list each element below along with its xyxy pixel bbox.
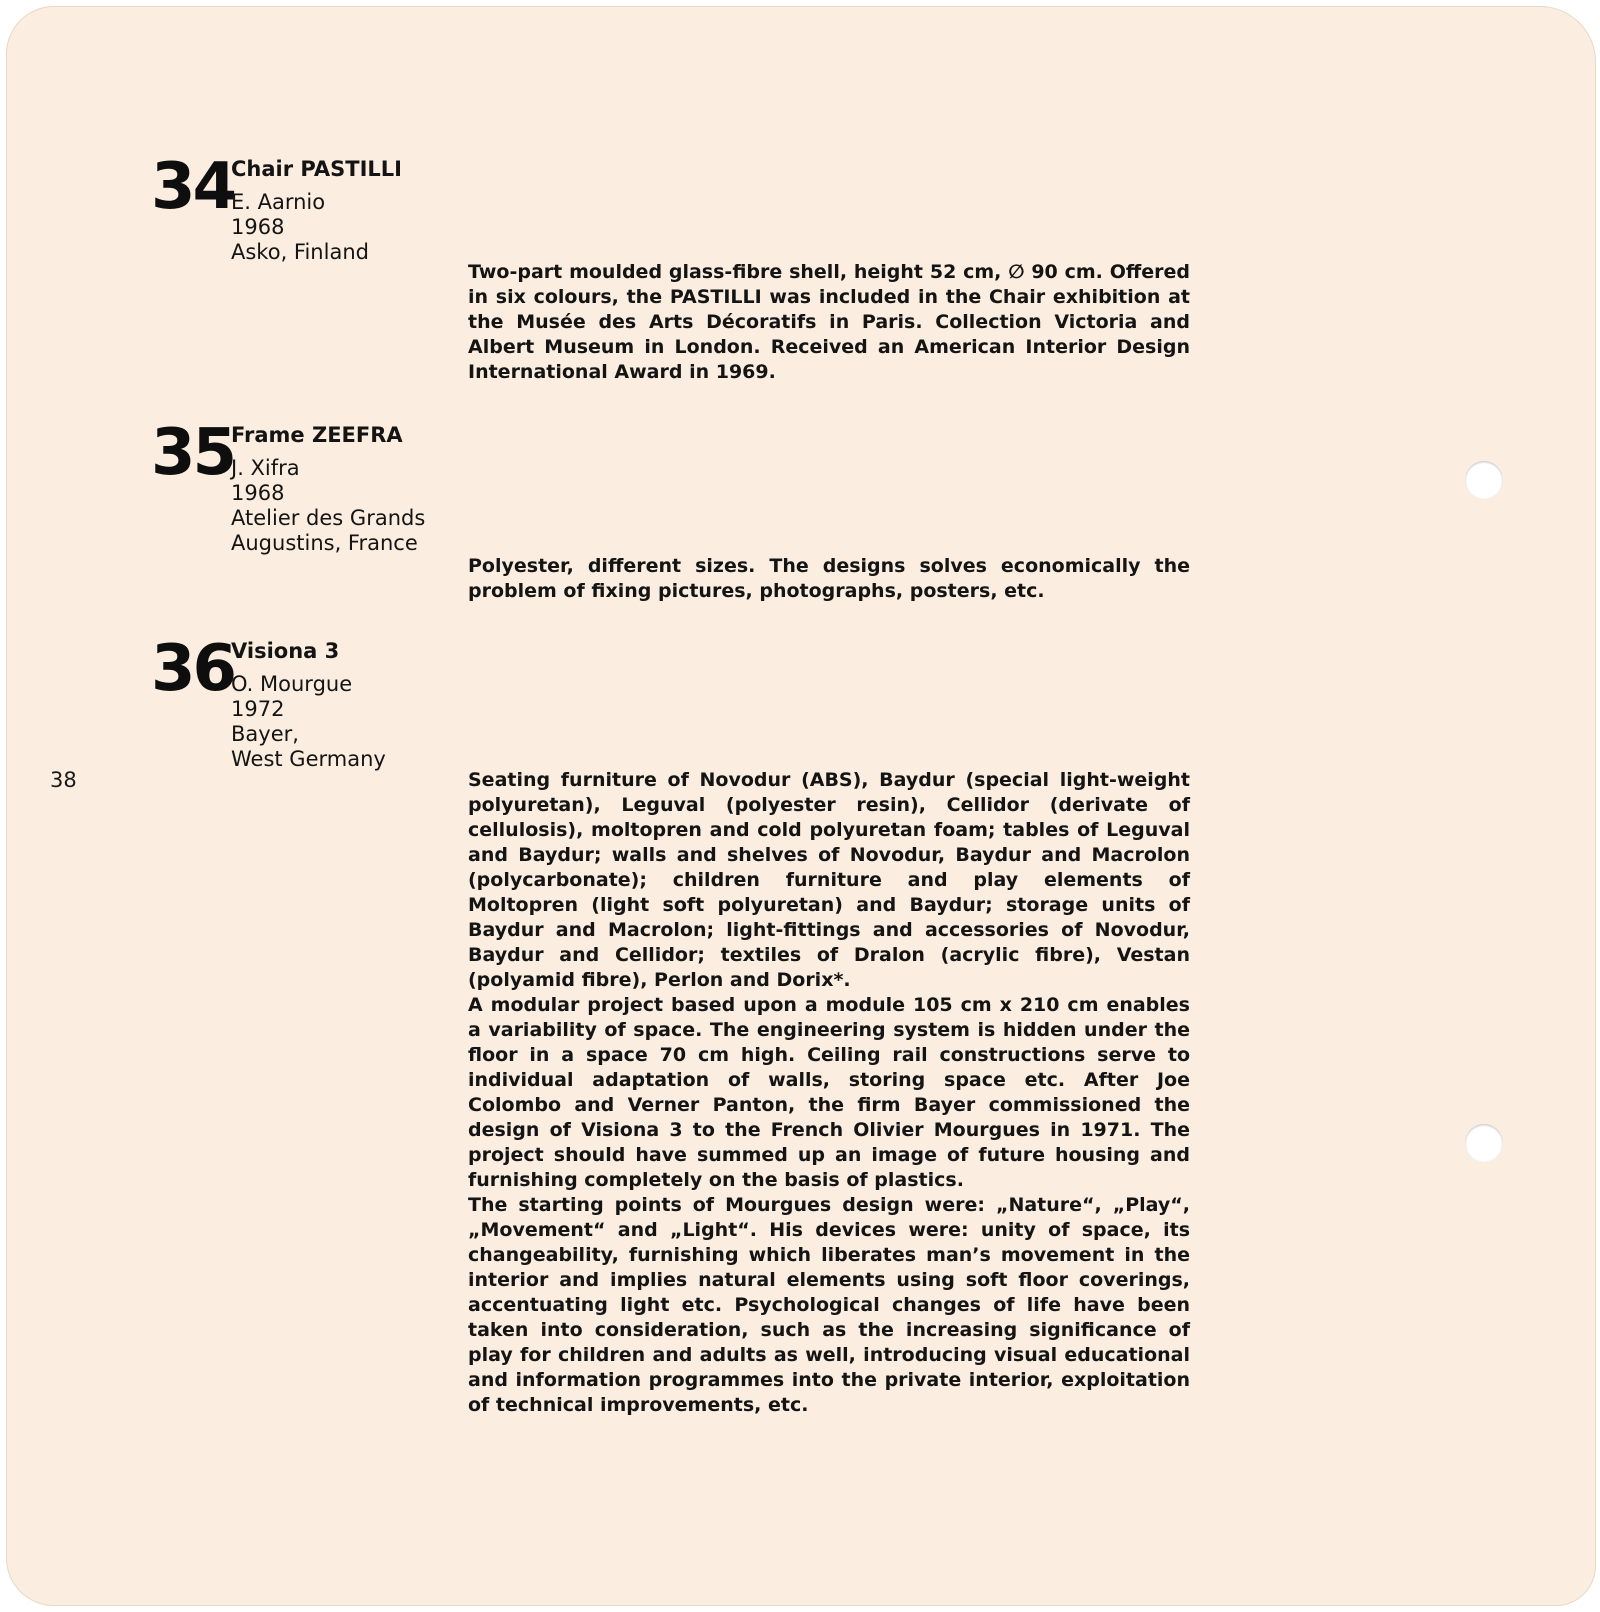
entry-number: 34 <box>151 150 235 224</box>
entry-meta <box>231 672 386 772</box>
catalog-page <box>6 6 1596 1606</box>
year: 1968 <box>231 215 285 239</box>
page-number: 38 <box>50 768 77 792</box>
description-paragraph: Two-part moulded glass-fibre shell, height 52 cm, ∅ 90 cm. Offered in six colours, the PASTILLI was included in the Chair exhibition at the Musée des Arts Décoratifs in Paris. Collection Victoria and Albert Museum in London. Received an American Interior Design International Award in 1969. <box>468 261 1190 383</box>
entry-meta <box>231 190 369 265</box>
binder-hole-top <box>1465 461 1503 499</box>
entry-meta <box>231 456 425 556</box>
designer: O. Mourgue <box>231 672 353 696</box>
manufacturer-country: West Germany <box>231 747 386 771</box>
description-paragraph: Polyester, different sizes. The designs solves economically the problem of fixing pictures, photographs, posters, etc. <box>468 555 1190 602</box>
entry-title: Chair PASTILLI <box>231 157 402 181</box>
description-paragraph-concept: The starting points of Mourgues design were: „Nature“, „Play“, „Movement“ and „Light“. His devices were: unity of space, its changeability, furnishing which liberates man’s movement in the interior and implies natural elements using soft floor coverings, accentuating light etc. Psychological changes of life have been taken into consideration, such as the increasing significance of play for children and adults as well, introducing visual educational and information programmes into the private interior, exploitation of technical improvements, etc. <box>468 1194 1190 1416</box>
designer: E. Aarnio <box>231 190 326 214</box>
binder-hole-bottom <box>1465 1124 1503 1162</box>
manufacturer: Asko, Finland <box>231 240 369 264</box>
entry-title: Frame ZEEFRA <box>231 423 403 447</box>
year: 1968 <box>231 481 285 505</box>
entry-34-description <box>468 260 1190 385</box>
entry-number: 35 <box>151 416 235 490</box>
designer: J. Xifra <box>231 456 300 480</box>
manufacturer: Bayer, <box>231 722 299 746</box>
description-paragraph-materials: Seating furniture of Novodur (ABS), Baydur (special light-weight polyuretan), Leguval (polyester resin), Cellidor (derivate of cellulosis), moltopren and cold polyuretan foam; tables of Leguval and Baydur; walls and shelves of Novodur, Baydur and Macrolon (polycarbonate); children furniture and play elements of Moltopren (light soft polyuretan) and Baydur; storage units of Baydur and Macrolon; light-fittings and accessories of Novodur, Baydur and Cellidor; textiles of Dralon (acrylic fibre), Vestan (polyamid fibre), Perlon and Dorix*. <box>468 769 1190 991</box>
year: 1972 <box>231 697 285 721</box>
entry-title: Visiona 3 <box>231 639 340 663</box>
entry-35-description <box>468 554 1190 604</box>
entry-36-description <box>468 768 1190 1418</box>
entry-number: 36 <box>151 632 235 706</box>
manufacturer: Atelier des Grands <box>231 506 426 530</box>
description-paragraph-module: A modular project based upon a module 105 cm x 210 cm enables a variability of space. The engineering system is hidden under the floor in a space 70 cm high. Ceiling rail constructions serve to individual adaptation of walls, storing space etc. After Joe Colombo and Verner Panton, the firm Bayer commissioned the design of Visiona 3 to the French Olivier Mourgues in 1971. The project should have summed up an image of future housing and furnishing completely on the basis of plastics. <box>468 994 1190 1191</box>
manufacturer-country: Augustins, France <box>231 531 418 555</box>
